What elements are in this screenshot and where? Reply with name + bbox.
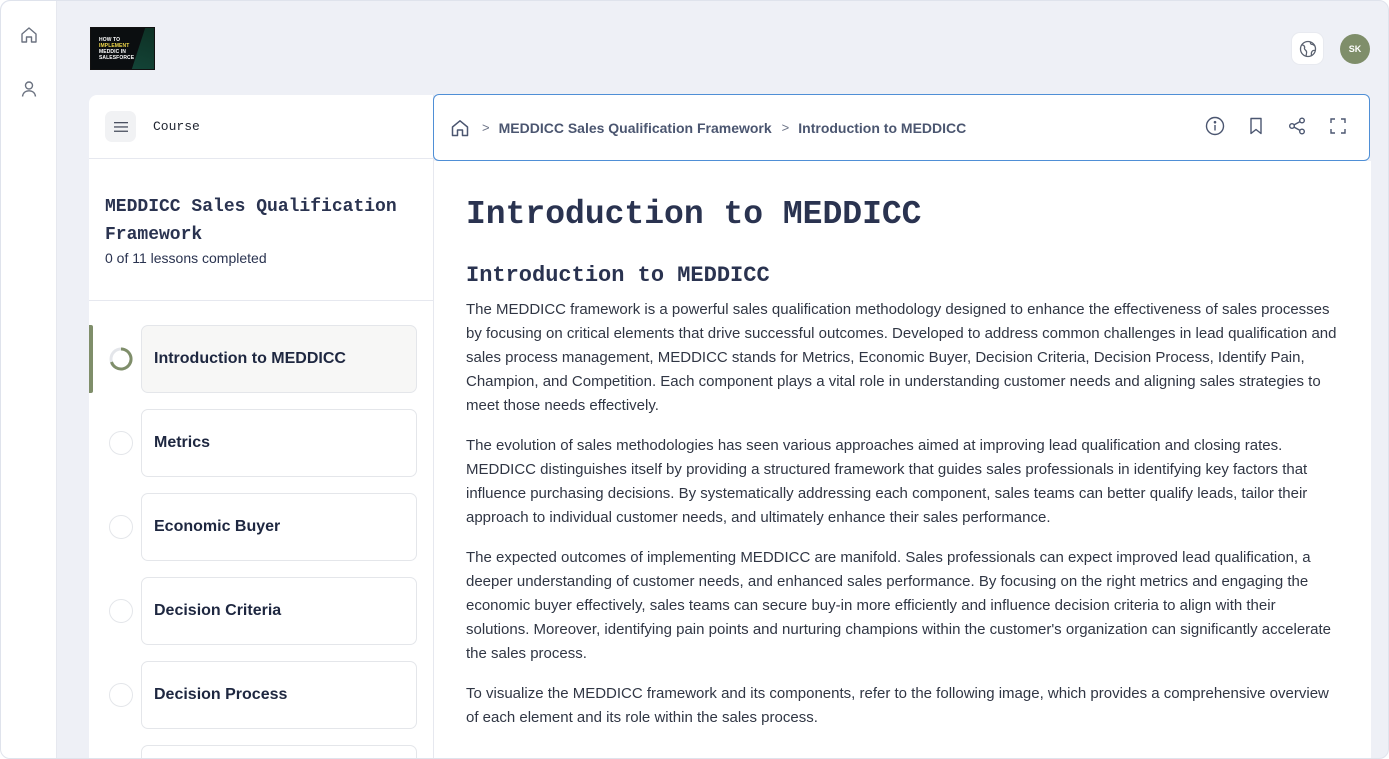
lesson-label[interactable]: Decision Process: [141, 661, 417, 729]
content-paragraph: The evolution of sales methodologies has seen various approaches aimed at improving lead qualification and closing rates. MEDDICC distinguishes itself by providing a structured framework that guides sales professionals in identifying key factors that influence purchasing decisions. By systematically addressing each component, sales teams can better qualify leads, tailor their approach to individual customer needs, and ultimately enhance their sales performance.: [466, 437, 1308, 526]
section-heading: Introduction to MEDDICC: [466, 263, 770, 288]
course-title: MEDDICC Sales Qualification Framework: [105, 197, 397, 245]
lesson-label[interactable]: Economic Buyer: [141, 493, 417, 561]
page-title: Introduction to MEDDICC: [466, 196, 922, 233]
breadcrumb-separator: >: [781, 120, 790, 135]
bookmark-icon[interactable]: [1245, 115, 1267, 137]
course-sidebar: [89, 95, 434, 759]
lesson-item[interactable]: [89, 493, 433, 577]
breadcrumb-current[interactable]: Introduction to MEDDICC: [798, 119, 967, 136]
lesson-actions: [1204, 115, 1349, 137]
lesson-item[interactable]: [89, 409, 433, 493]
breadcrumb-home-icon[interactable]: [450, 117, 472, 139]
home-icon[interactable]: [17, 23, 41, 47]
lesson-status-icon: [109, 431, 133, 455]
breadcrumb-separator: >: [482, 120, 490, 135]
breadcrumb: [433, 94, 1370, 161]
lesson-status-icon: [109, 599, 133, 623]
hamburger-icon: [113, 121, 129, 133]
logo-line: SALESFORCE: [99, 55, 135, 61]
info-icon[interactable]: [1204, 115, 1226, 137]
globe-icon: [1298, 39, 1318, 59]
sidebar-header-label: Course: [153, 119, 200, 134]
lesson-list: [89, 301, 433, 759]
lesson-item-partial[interactable]: [89, 745, 433, 759]
lesson-card-partial[interactable]: [141, 745, 417, 759]
logo-line: HOW TO: [99, 37, 121, 43]
lesson-item[interactable]: [89, 661, 433, 745]
lesson-label[interactable]: Metrics: [141, 409, 417, 477]
active-lesson-marker: [89, 325, 93, 393]
breadcrumb-course-link[interactable]: MEDDICC Sales Qualification Framework: [498, 119, 772, 136]
content-paragraph: The MEDDICC framework is a powerful sales qualification methodology designed to enhance the effectiveness of sales processes by focusing on critical elements that drive successful outcomes. Developed to address common challenges in lead qualification and sales process management, MEDDICC stands for Metrics, Economic Buyer, Decision Criteria, Decision Process, Identify Pain, Champion, and Competition. Each component plays a vital role in understanding customer needs and aligning sales strategies to meet those needs effectively.: [466, 301, 1337, 414]
lesson-status-icon: [109, 515, 133, 539]
lesson-item[interactable]: [89, 577, 433, 661]
lesson-label[interactable]: Decision Criteria: [141, 577, 417, 645]
content-paragraph: The expected outcomes of implementing MEDDICC are manifold. Sales professionals can expect improved lead qualification, a deeper understanding of customer needs, and enhanced sales performance. By focusing on the right metrics and engaging the economic buyer effectively, sales teams can secure buy-in more efficiently and influence decision criteria to align with their solutions. Moreover, identifying pain points and nurturing champions within the customer's organization can significantly accelerate the sales process.: [466, 549, 1332, 662]
avatar[interactable]: SK: [1340, 34, 1370, 64]
lesson-item[interactable]: [89, 325, 433, 409]
lesson-label[interactable]: Introduction to MEDDICC: [141, 325, 417, 393]
in-progress-icon: [108, 346, 134, 372]
sidebar-header: [89, 95, 433, 159]
user-icon[interactable]: [17, 77, 41, 101]
logo-line: IMPLEMENT: [99, 43, 130, 49]
content-paragraph: To visualize the MEDDICC framework and its components, refer to the following image, which provides a comprehensive overview of each element and its role within the sales process.: [466, 685, 1329, 726]
course-progress: 0 of 11 lessons completed: [105, 250, 267, 266]
lesson-content: [434, 161, 1371, 759]
course-info: [89, 159, 433, 301]
course-logo[interactable]: [90, 27, 155, 70]
fullscreen-icon[interactable]: [1327, 115, 1349, 137]
left-rail: [1, 1, 57, 759]
menu-toggle-button[interactable]: [105, 111, 136, 142]
share-icon[interactable]: [1286, 115, 1308, 137]
language-globe-button[interactable]: [1292, 33, 1323, 64]
lesson-status-icon: [109, 683, 133, 707]
logo-line: MEDDIC IN: [99, 49, 127, 55]
